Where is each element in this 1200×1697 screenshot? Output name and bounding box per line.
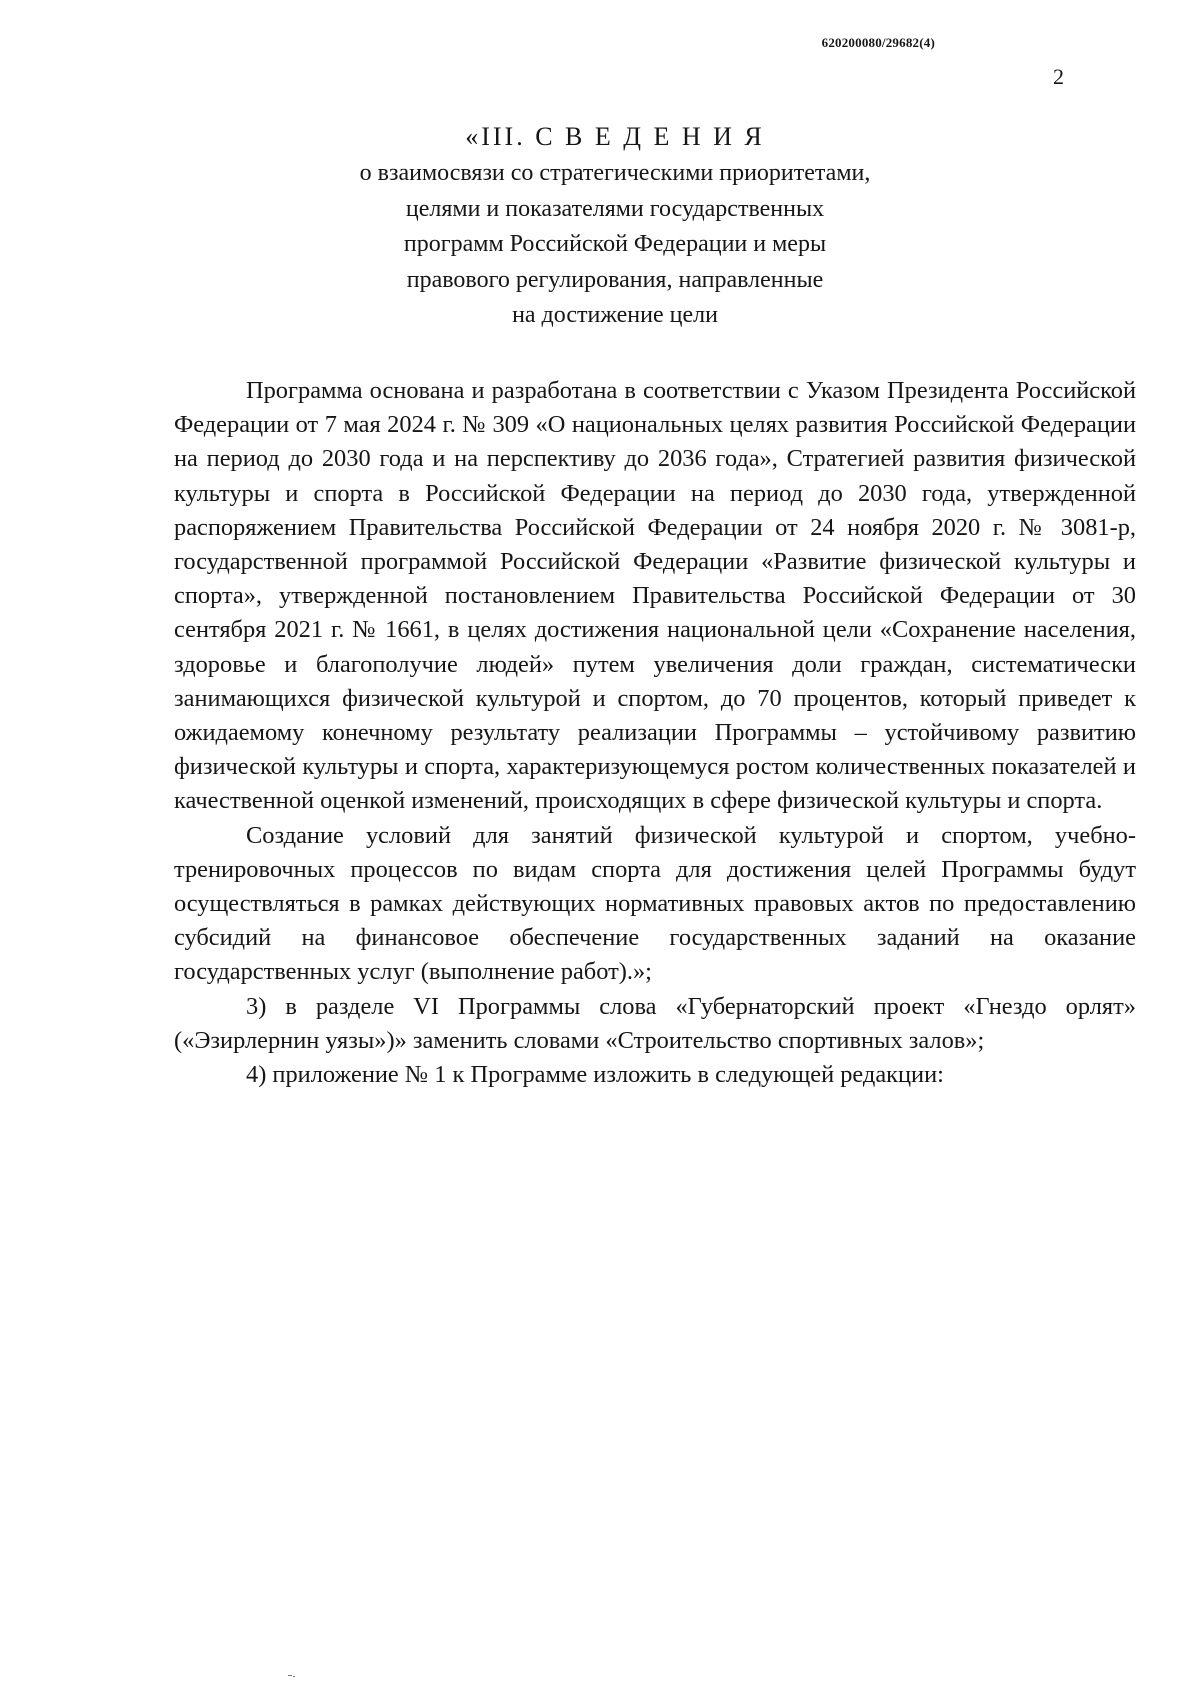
subtitle-line: о взаимосвязи со стратегическими приоритетами, bbox=[359, 160, 871, 186]
subtitle-line: на достижение цели bbox=[512, 302, 718, 328]
document-body bbox=[174, 374, 1136, 1092]
subtitle-line: целями и показателями государственных bbox=[405, 195, 825, 222]
subtitle-line: программ Российской Федерации и меры bbox=[403, 231, 827, 257]
document-code: 620200080/29682(4) bbox=[821, 35, 935, 50]
section-title: «III. С В Е Д Е Н И Я bbox=[465, 122, 765, 151]
paragraph-program-basis: Программа основана и разработана в соответствии с Указом Президента Российской Федерации от 7 мая 2024 г. № 309 «О национальных целях развития Российской Федерации на период до 2030 года и на перспективу до 2036 года», Стратегией развития физической культуры и спорта в Российской Федерации на период до 2030 года, утвержденной распоряжением Правительства Российской Федерации от 24 ноября 2020 г. № 3081-р, государственной программой Российской Федерации «Развитие физической культуры и спорта», утвержденной постановлением Правительства Российской Федерации от 30 сентября 2021 г. № 1661, в целях достижения национальной цели «Сохранение населения, здоровье и благополучие людей» путем увеличения доли граждан, систематически занимающихся физической культурой и спортом, до 70 процентов, который приведет к ожидаемому конечному результату реализации Программы – устойчивому развитию физической культуры и спорта, характеризующемуся ростом количественных показателей и качественной оценкой изменений, происходящих в сфере физической культуры и спорта. bbox=[174, 377, 1136, 815]
section-subtitle bbox=[30, 156, 1200, 334]
page-number: 2 bbox=[1053, 64, 1064, 89]
scan-speck bbox=[293, 1676, 295, 1677]
paragraph-item-3: 3) в разделе VI Программы слова «Губернаторский проект «Гнездо орлят» («Эзирлернин уязы»)» заменить словами «Строительство спортивных залов»; bbox=[174, 992, 1136, 1054]
subtitle-line: правового регулирования, направленные bbox=[406, 266, 824, 293]
paragraph-conditions: Создание условий для занятий физической культурой и спортом, учебно-тренировочных процессов по видам спорта для достижения целей Программы будут осуществляться в рамках действующих нормативных правовых актов по предоставлению субсидий на финансовое обеспечение государственных заданий на оказание государственных услуг (выполнение работ).»; bbox=[174, 821, 1136, 986]
paragraph-item-4: 4) приложение № 1 к Программе изложить в следующей редакции: bbox=[246, 1061, 944, 1089]
section-heading bbox=[0, 118, 1200, 334]
scan-speck bbox=[288, 1675, 292, 1676]
